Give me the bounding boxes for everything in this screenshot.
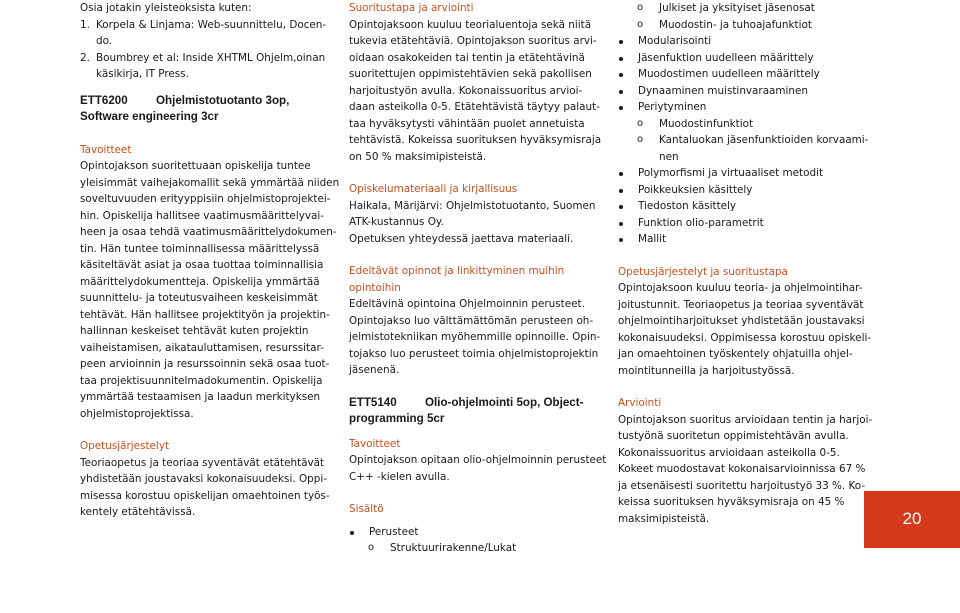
circle-bullet-icon: o [637,117,644,129]
list-item-text: Modularisointi [638,35,712,47]
page-number: 20 [864,491,960,548]
course-name: Olio-ohjelmointi 5op, Object- [425,395,584,409]
bullet-icon [619,205,623,209]
section-heading-methods: Opetusjärjestelyt ja suoritustapa [618,265,788,278]
text-line: harjoitustyön avulla. Kokonaissuoritus arvioi- [349,84,583,97]
text-line: mointitunneilla ja harjoitustyössä. [618,364,795,377]
text-line: kentely etätehtävissä. [80,506,196,518]
heading-line: opintoihin [349,281,401,294]
text-line: tin. Hän tuntee toiminnallisessa määrittelyssä [80,242,320,255]
list-item-text: Periytyminen [638,101,707,113]
reference-list [80,17,327,83]
bullet-icon [619,172,623,176]
text-line: keissa suorituksen hyväksymisraja on 45 % [618,496,845,508]
text-line: Opintojakso luo välttämättömän perusteen oh- [349,314,594,327]
list-item [618,99,848,116]
list-item-text: Mallit [638,233,667,245]
column-right [618,0,873,527]
bullet-icon [619,238,623,242]
objectives-text [349,452,607,485]
list-item-text: Perusteet [369,525,419,538]
section-heading-assessment: Suoritustapa ja arviointi [349,2,474,14]
section-heading-objectives: Tavoitteet [80,143,132,156]
reference-line: Korpela & Linjama: Web-suunnittelu, Docen- [96,18,327,31]
content-list [349,524,589,557]
list-item-text: Muodostinfunktiot [659,117,754,130]
text-line: oidaan osakokeiden tai tentin ja etätehtävinä [349,51,585,64]
list-item-text: Poikkeuksien käsittely [638,183,753,196]
bullet-icon [619,40,623,44]
text-line: yhdistetään joustavaksi kokonaisuudeksi. Oppi- [80,473,327,485]
text-line: Opintojakson suoritus arvioidaan tentin ja harjoi- [618,413,873,426]
methods-text [618,280,872,379]
content-list-continued [618,0,869,248]
text-line: jelmistotekniikan myöhemmille opinnoille. Opin- [349,331,601,343]
reference-number: 2. [80,51,90,64]
text-line: Opintojaksoon kuuluu teoria- ja ohjelmointihar- [618,282,863,294]
text-line: ja etsenäisesti suoritettu harjoitustyö 33 %. Ko- [618,479,866,492]
section-heading-methods: Opetusjärjestelyt [80,440,170,452]
text-line: C++ -kielen avulla. [349,470,450,483]
text-line: tehtävistä. Kokeissa suorituksen hyväksymisraja [349,134,602,146]
course-subtitle: Software engineering 3cr [80,110,219,123]
section-heading-objectives: Tavoitteet [349,437,401,450]
list-item-text: Muodostin- ja tuhoajafunktiot [659,18,812,31]
text-line: vaiheistamisen, aikatauluttamisen, resurssitar- [80,341,324,354]
text-line: soveltuvuuden erityyppisiin ohjelmistoprojektei- [80,193,331,205]
text-line: ATK-kustannus Oy. [349,216,444,228]
list-item-text: Dynaaminen muistinvaraaminen [638,84,808,97]
text-line: Kokonaissuoritus arvioidaan asteikolla 0-5. [618,446,840,459]
text-line: taa projektisuunnitelmadokumentin. Opiskelija [80,374,323,387]
section-heading-assessment: Arviointi [618,397,662,409]
list-item [618,165,848,182]
text-line: joitustunnit. Teoriaopetus ja teoriaa syventävät [618,298,864,311]
list-item [618,116,848,133]
course-code: ETT6200 [80,93,128,107]
list-item-text: Struktuurirakenne/Lukat [390,542,517,554]
text-line: käsiteltävät asiat ja osaa tuottaa toiminnallisia [80,259,324,271]
section-heading-content: Sisältö [349,503,384,515]
text-line: suunnittelu- ja toteutusvaiheen keskeisimmät [80,292,318,304]
list-item-text: Polymorfismi ja virtuaaliset metodit [638,167,824,179]
circle-bullet-icon: o [368,542,375,553]
list-item-text: Muodostimen uudelleen määrittely [638,68,820,80]
text-line: jäsenenä. [349,364,400,376]
circle-bullet-icon: o [637,134,644,145]
list-item [618,198,848,215]
list-item [618,0,848,17]
list-item [618,66,848,83]
bullet-icon [619,57,623,61]
list-item [618,17,848,34]
text-line: Teoriaopetus ja teoriaa syventävät etätehtävät [80,456,325,469]
section-heading-materials: Opiskelumateriaali ja kirjallisuus [349,183,518,195]
text-line: tustyönä suoritetun oppimistehtävän avulla. [618,430,849,442]
reference-item [80,17,327,50]
list-item [618,231,848,248]
intro-text: Osia jotakin yleisteoksista kuten: [80,2,252,14]
text-line: Edeltävinä opintoina Ohjelmoinnin perusteet. [349,298,585,310]
course-title [80,93,312,110]
list-item-text: Julkiset ja yksityiset jäsenosat [659,2,815,14]
text-line: daan asteikolla 0-5. Etätehtävistä täytyy palaut- [349,101,600,113]
list-item [618,215,848,232]
list-item [618,50,848,67]
column-left [80,0,340,521]
reference-number: 1. [80,18,90,31]
list-item-text: Kantaluokan jäsenfunktioiden korvaami- [659,134,869,146]
materials-text [349,198,596,248]
text-line: maksimipisteistä. [618,512,710,525]
text-line: peen arvioinnin ja resurssoinnin sekä osaa tuot- [80,358,330,370]
text-line: misessa korostuu opiskelijan omaehtoinen työs- [80,489,330,502]
text-line: määrittelydokumentteja. Opiskelija ymmärtää [80,275,320,288]
methods-text [80,455,330,521]
section-heading-prerequisites [349,263,589,296]
list-item-text: nen [659,150,679,163]
course-code: ETT5140 [349,395,397,409]
reference-line: do. [96,35,113,47]
text-line: Opintojakson suoritettuaan opiskelija tuntee [80,160,311,172]
text-line: Haikala, Märijärvi: Ohjelmistotuotanto, Suomen [349,199,596,212]
circle-bullet-icon: o [637,2,644,13]
bullet-icon [619,189,623,193]
course-subtitle: programming 5cr [349,412,445,425]
bullet-icon [619,90,623,94]
reference-line: Boumbrey et al: Inside XHTML Ohjelm,oinan [96,51,326,64]
text-line: Opintojaksoon kuuluu teorialuentoja sekä niitä [349,18,592,31]
text-line: hin. Opiskelija hallitsee vaatimusmäärittelyvai- [80,209,325,222]
text-line: tehtävät. Hän hallitsee projektityön ja projektin- [80,308,330,321]
list-item [349,524,589,541]
text-line: heen ja osaa tehdä vaatimusmäärittelydokumen- [80,226,337,238]
text-line: Opintojakson opitaan olio-ohjelmoinnin perusteet [349,454,607,466]
list-item-text: Jäsenfuktion uudelleen määrittely [638,51,814,64]
list-item [618,182,848,199]
text-line: taa hyväksytysti vähintään puolet annetuista [349,117,585,130]
text-line: Opetuksen yhteydessä jaettava materiaali. [349,232,574,245]
text-line: suoritettujen oppimistehtävien sekä pakollisen [349,68,592,80]
text-line: jan omaehtoinen työskentely ohjatuilla ohjel- [618,348,853,360]
reference-item [80,50,326,83]
text-line: ohjelmointiharjoitukset yhdistetään joustavaksi [618,315,865,327]
course-name: Ohjelmistotuotanto 3op, [156,93,290,107]
course-title [349,395,589,412]
text-line: ohjelmistoprojektissa. [80,407,194,420]
bullet-icon [619,73,623,77]
text-line: Kokeet muodostavat kokonaisarvioinnissa 67 % [618,463,866,475]
list-item [349,540,589,557]
list-item-text: Funktion olio-parametrit [638,216,764,229]
list-item [618,33,848,50]
bullet-icon [350,531,354,535]
assessment-text [349,17,602,166]
list-item-text: Tiedoston käsittely [638,200,737,212]
prerequisites-text [349,296,601,379]
text-line: yleisimmät vaihejakomallit sekä ymmärtää niiden [80,176,340,189]
circle-bullet-icon: o [637,18,644,30]
text-line: ymmärtää testaamisen ja laadun merkityksen [80,391,321,403]
text-line: kokonaisuudeksi. Oppimisessa korostuu opiskeli- [618,331,872,344]
column-middle [349,0,607,557]
assessment-text [618,412,873,528]
text-line: hallinnan keskeiset tehtävät kuten projektin [80,325,309,337]
list-item [618,132,869,165]
bullet-icon [619,222,623,226]
objectives-text [80,158,340,422]
bullet-icon [619,106,623,110]
reference-line: käsikirja, IT Press. [96,68,189,80]
heading-line: Edeltävät opinnot ja linkittyminen muihin [349,265,565,277]
text-line: tukevia etätehtäviä. Opintojakson suoritus arvi- [349,35,597,47]
list-item [618,83,848,100]
text-line: on 50 % maksimipisteistä. [349,150,487,163]
text-line: tojakso luo perusteet toimia ohjelmistoprojektin [349,347,599,360]
